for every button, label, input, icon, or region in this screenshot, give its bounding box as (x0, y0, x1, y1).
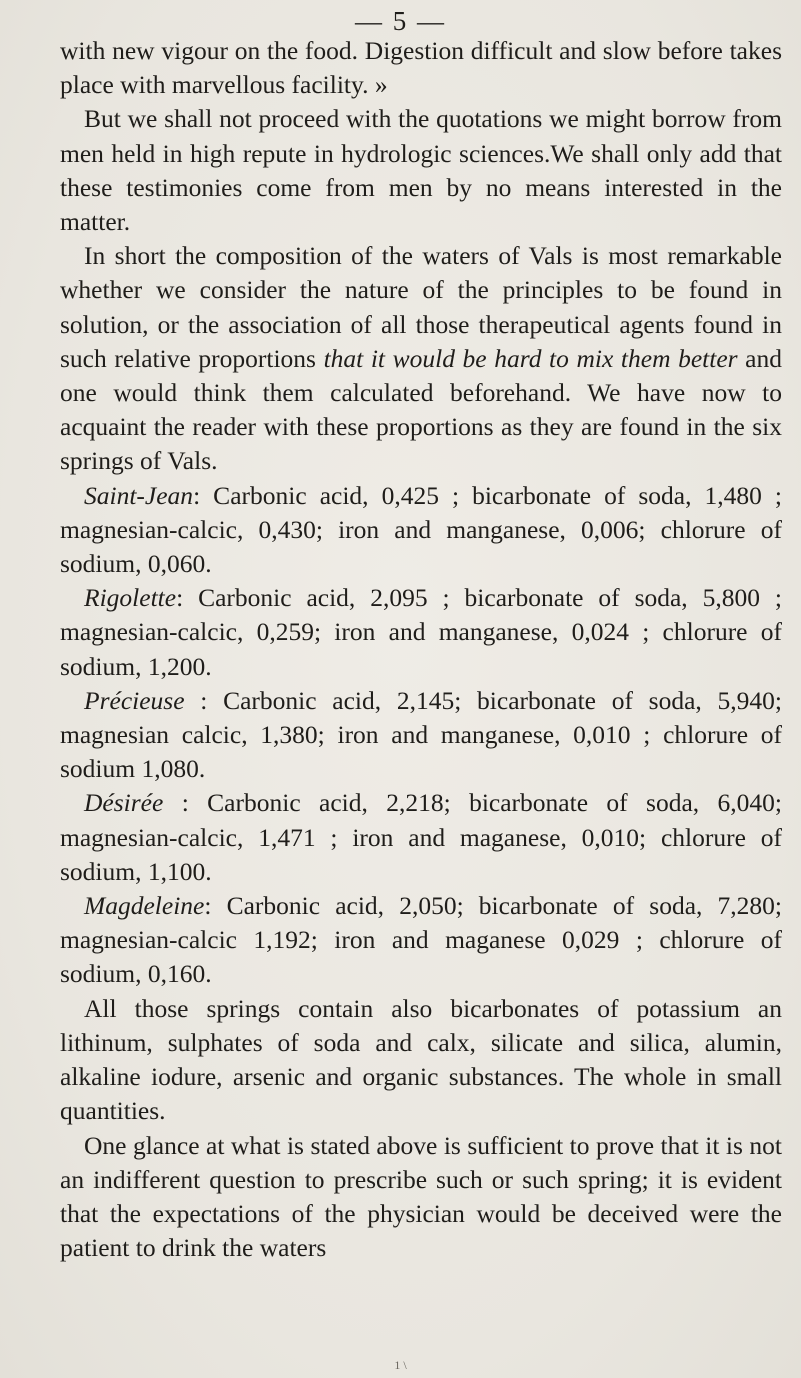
spring-entry-rigolette (60, 581, 782, 684)
composition-text-start: In short the composition of the waters of Vals is most remarkable whether we consider the nature of the principles to be found in solution, or the association of all those therapeutical agents found in such relative proportions (60, 241, 782, 373)
paragraph-conclusion: One glance at what is stated above is sufficient to prove that it is not an indifferent question to prescribe such or such spring; it is evident that the expectations of the physician would be deceived were the patient to drink the waters (60, 1130, 782, 1263)
page-number: — 5 — (355, 6, 446, 36)
composition-text-end: and one would think them calculated beforehand. We have now to acquaint the reader with these proportions as they are found in the six springs of Vals. (60, 343, 782, 476)
spring-name: Saint-Jean (84, 480, 194, 510)
spring-entry-precieuse (60, 684, 782, 787)
composition-emphasis: that it would be hard to mix them better (323, 343, 738, 373)
spring-name: Précieuse (84, 685, 185, 715)
paragraph-composition (60, 239, 782, 478)
spring-name: Rigolette (84, 583, 177, 613)
spring-name: Désirée (84, 788, 164, 818)
spring-entry-desiree (60, 786, 782, 889)
spring-entry-saint-jean (60, 479, 782, 582)
paragraph-continuation: with new vigour on the food. Digestion difficult and slow before takes place with marvellous facility. » (60, 36, 782, 100)
spring-analysis: : Carbonic acid, 2,218; bicarbonate of soda, 6,040; magnesian-calcic, 1,471 ; iron and maganese, 0,010; chlorure of sodium, 1,100. (60, 788, 782, 886)
spring-name: Magdeleine (84, 891, 205, 921)
spring-analysis: : Carbonic acid, 2,050; bicarbonate of soda, 7,280; magnesian-calcic 1,192; iron and maganese 0,029 ; chlorure of sodium, 0,160. (60, 891, 782, 989)
spring-entry-magdeleine (60, 889, 782, 992)
paragraph-other-substances: All those springs contain also bicarbonates of potassium an lithinum, sulphates of soda and calx, silicate and silica, alumin, alkaline iodure, arsenic and organic substances. The whole in small quantities. (60, 993, 782, 1126)
bottom-margin-mark: 1 \ (394, 1358, 407, 1372)
body-text (60, 34, 782, 1265)
spring-analysis: : Carbonic acid, 2,095 ; bicarbonate of soda, 5,800 ; magnesian-calcic, 0,259; iron and manganese, 0,024 ; chlorure of sodium, 1,200. (60, 583, 782, 681)
paragraph-quotations: But we shall not proceed with the quotations we might borrow from men held in high repute in hydrologic sciences.We shall only add that these testimonies come from men by no means interested in the matter. (60, 104, 782, 237)
spring-analysis: : Carbonic acid, 0,425 ; bicarbonate of soda, 1,480 ; magnesian-calcic, 0,430; iron and manganese, 0,006; chlorure of sodium, 0,060. (60, 480, 782, 579)
spring-analysis: : Carbonic acid, 2,145; bicarbonate of soda, 5,940; magnesian calcic, 1,380; iron and manganese, 0,010 ; chlorure of sodium 1,080. (60, 685, 782, 784)
